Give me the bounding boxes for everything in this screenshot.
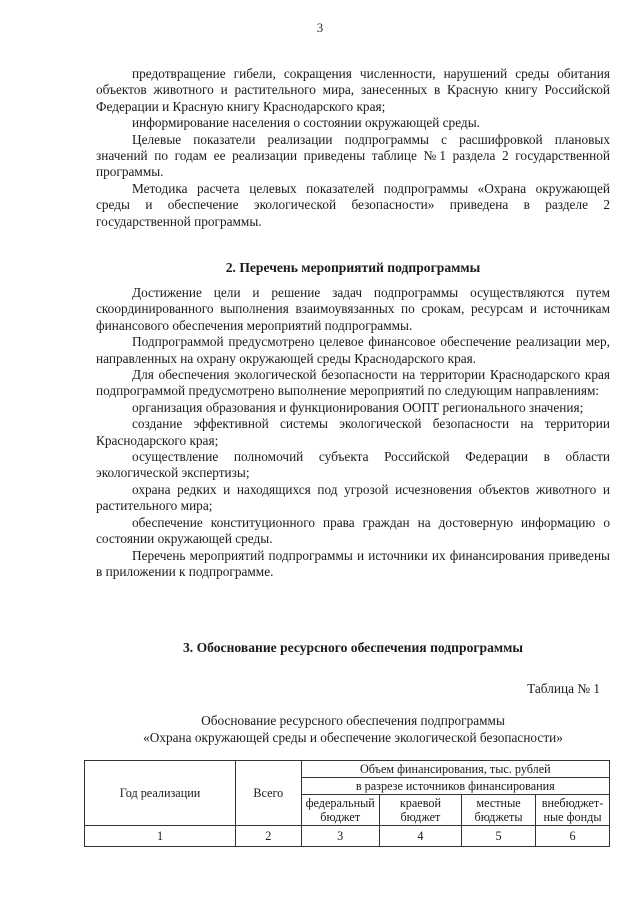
- section-2-list-item: организация образования и функционирования ООПТ регионального значения;: [132, 399, 584, 415]
- table-title-line-1: Обоснование ресурсного обеспечения подпрограммы: [201, 713, 505, 728]
- table-title: [96, 712, 610, 746]
- section-2-list-item: обеспечение конституционного права граждан на достоверную информацию о состоянии окружающей среды.: [96, 514, 610, 547]
- section-2-list-item: осуществление полномочий субъекта Российской Федерации в области экологической экспертизы;: [96, 449, 610, 481]
- intro-paragraph: Методика расчета целевых показателей подпрограммы «Охрана окружающей среды и обеспечение экологической безопасности» приведена в разделе 2 государственной программы.: [96, 180, 610, 229]
- header-regional: краевой бюджет: [379, 795, 461, 826]
- table-row: [85, 826, 610, 847]
- funding-table: [84, 760, 610, 847]
- column-number: 4: [379, 826, 461, 847]
- column-number: 6: [536, 826, 610, 847]
- intro-paragraph: Целевые показатели реализации подпрограммы с расшифровкой плановых значений по годам ее реализации приведены таблице №1 раздела 2 государственной программы.: [96, 131, 610, 180]
- intro-paragraph: информирование населения о состоянии окружающей среды.: [132, 115, 480, 131]
- header-total: Всего: [236, 761, 302, 826]
- table-header-row: [85, 761, 610, 778]
- section-2-paragraph: Достижение цели и решение задач подпрограммы осуществляются путем скоординированного выполнения взаимоувязанных по срокам, ресурсам и источникам финансового обеспечения мероприятий подпрограммы.: [96, 285, 610, 333]
- table-label: Таблица № 1: [527, 681, 600, 696]
- intro-text: [96, 66, 610, 230]
- column-number: 2: [236, 826, 302, 847]
- column-number: 3: [301, 826, 379, 847]
- section-2-list-item: охрана редких и находящихся под угрозой исчезновения объектов животного и растительного мира;: [96, 481, 610, 514]
- header-volume: Объем финансирования, тыс. рублей: [301, 761, 609, 778]
- section-2-list-item: создание эффективной системы экологической безопасности на территории Краснодарского края;: [96, 416, 610, 448]
- header-offbudget: внебюджет-ные фонды: [536, 795, 610, 826]
- column-number: 1: [85, 826, 236, 847]
- section-2-paragraph: Перечень мероприятий подпрограммы и источники их финансирования приведены в приложении к подпрограмме.: [96, 547, 610, 579]
- intro-paragraph: предотвращение гибели, сокращения численности, нарушений среды обитания объектов животного и растительного мира, занесенных в Красную книгу Российской Федерации и Красную книгу Краснодарского края;: [96, 66, 610, 114]
- section-3-heading: 3. Обоснование ресурсного обеспечения подпрограммы: [182, 640, 524, 655]
- column-number: 5: [462, 826, 536, 847]
- header-federal: федеральный бюджет: [301, 795, 379, 826]
- page-number: 3: [316, 20, 324, 35]
- header-sources: в разрезе источников финансирования: [301, 778, 609, 795]
- section-2-paragraph: Подпрограммой предусмотрено целевое финансовое обеспечение реализации мер, направленных на охрану окружающей среды Краснодарского края.: [96, 334, 610, 366]
- section-2-text: [96, 285, 610, 580]
- table-title-line-2: «Охрана окружающей среды и обеспечение экологической безопасности»: [143, 730, 563, 745]
- header-local: местные бюджеты: [462, 795, 536, 826]
- header-year: Год реализации: [85, 761, 236, 826]
- section-2-paragraph: Для обеспечения экологической безопасности на территории Краснодарского края подпрограммой предусмотрено выполнение мероприятий по следующим направлениям:: [96, 367, 610, 399]
- section-2-heading: 2. Перечень мероприятий подпрограммы: [225, 260, 481, 275]
